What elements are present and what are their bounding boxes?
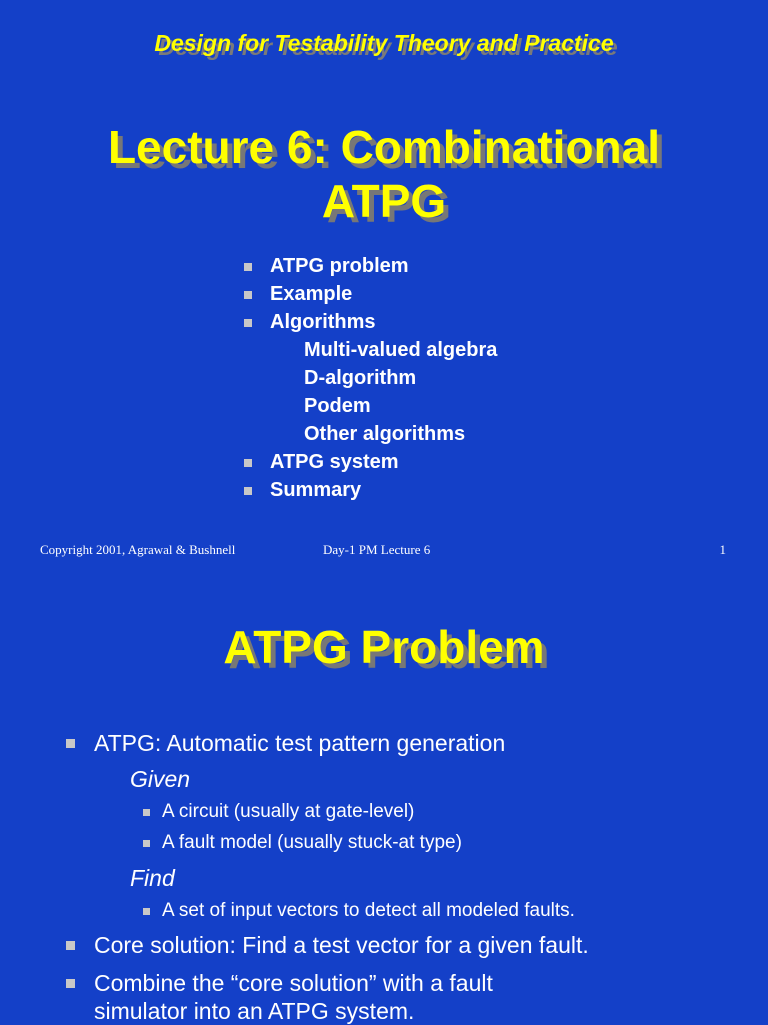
outline-subitem: Other algorithms bbox=[304, 423, 466, 445]
outline-subitem: D-algorithm bbox=[304, 367, 417, 389]
outline-subitem: Multi-valued algebra bbox=[304, 339, 498, 361]
bullet-core: Core solution: Find a test vector for a given fault. bbox=[94, 932, 589, 958]
outline-item: Algorithms bbox=[244, 308, 497, 336]
outline-item: ATPG problem bbox=[244, 252, 497, 280]
lecture-title bbox=[0, 120, 768, 228]
lecture-title-line-1: Lecture 6: Combinational bbox=[107, 121, 661, 173]
outline-item: Summary bbox=[244, 476, 497, 504]
find-heading: Find bbox=[130, 865, 175, 891]
slide-2 bbox=[0, 576, 768, 1024]
given-item: A fault model (usually stuck-at type) bbox=[162, 832, 462, 853]
slide-title: ATPG Problem bbox=[223, 621, 545, 673]
given-heading: Given bbox=[130, 766, 191, 792]
footer-lecture: Day-1 PM Lecture 6 bbox=[323, 542, 431, 557]
bullet-atpg: ATPG: Automatic test pattern generation bbox=[94, 730, 506, 756]
bullet-combine-line-1: Combine the “core solution” with a fault bbox=[94, 970, 493, 996]
footer-page-number: 1 bbox=[719, 542, 726, 557]
outline-list bbox=[244, 252, 497, 504]
outline-item: ATPG system bbox=[244, 448, 497, 476]
given-item: A circuit (usually at gate-level) bbox=[162, 801, 415, 822]
outline-subitem: Podem bbox=[304, 395, 371, 417]
outline-item: Example bbox=[244, 280, 497, 308]
bullet-combine bbox=[94, 969, 493, 1025]
footer-copyright: Copyright 2001, Agrawal & Bushnell bbox=[40, 542, 236, 557]
lecture-title-line-2: ATPG bbox=[321, 175, 447, 227]
series-title: Design for Testability Theory and Practice bbox=[154, 30, 614, 56]
bullet-combine-line-2: simulator into an ATPG system. bbox=[94, 998, 415, 1024]
find-item: A set of input vectors to detect all modeled faults. bbox=[162, 900, 575, 921]
